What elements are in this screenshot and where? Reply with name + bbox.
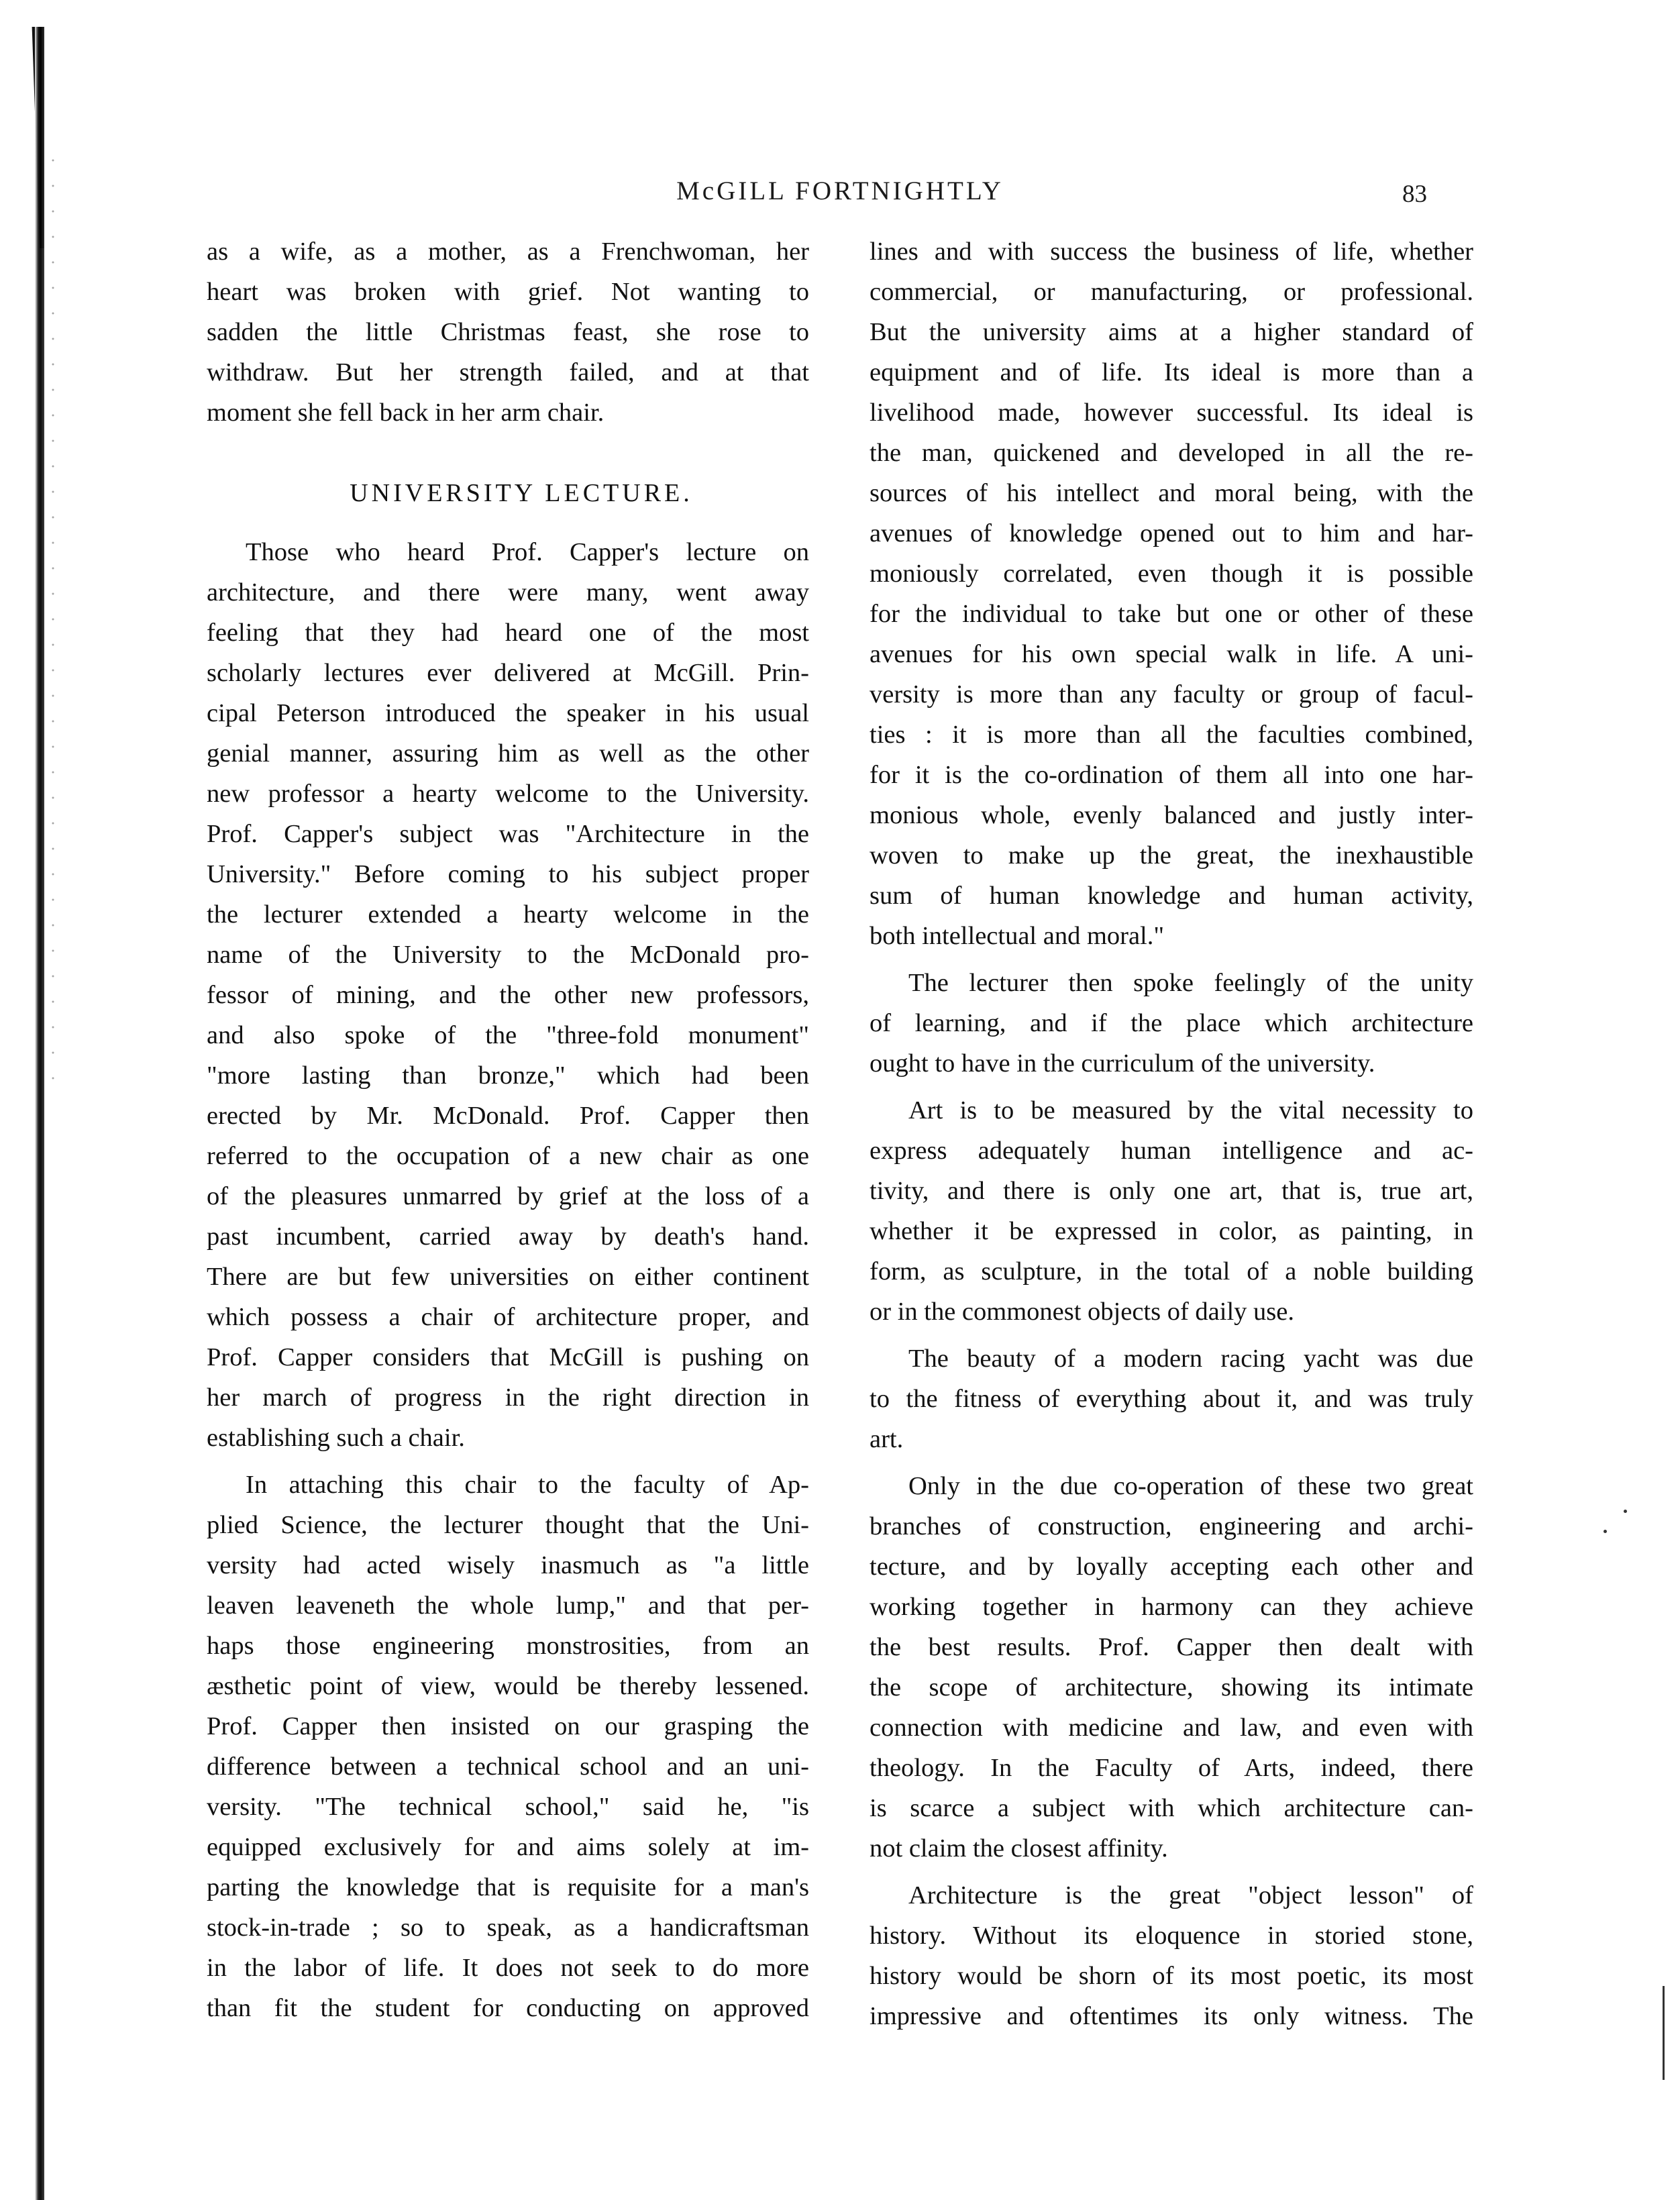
text-line: of the pleasures unmarred by grief at the loss of a (207, 1182, 809, 1210)
text-line: Prof. Capper then insisted on our grasping the (207, 1712, 809, 1740)
text-line: than fit the student for conducting on approved (207, 1994, 809, 2022)
text-line: express adequately human intelligence and ac- (870, 1137, 1473, 1165)
text-line: ought to have in the curriculum of the university. (870, 1049, 1375, 1078)
text-line: connection with medicine and law, and even with (870, 1714, 1473, 1742)
text-line: not claim the closest affinity. (870, 1834, 1168, 1863)
text-line: past incumbent, carried away by death's hand. (207, 1222, 809, 1251)
text-line: tecture, and by loyally accepting each other and (870, 1553, 1473, 1581)
text-line: versity. "The technical school," said he, "is (207, 1793, 809, 1821)
paragraph-1 (207, 532, 809, 1458)
text-line: livelihood made, however successful. Its ideal is (870, 399, 1473, 427)
text-line: Prof. Capper considers that McGill is pushing on (207, 1343, 809, 1371)
paragraph-2 (207, 1465, 809, 2028)
left-column (207, 231, 809, 2028)
text-line: history would be shorn of its most poetic, its most (870, 1962, 1473, 1990)
text-line: haps those engineering monstrosities, from an (207, 1632, 809, 1660)
text-line: referred to the occupation of a new chair as one (207, 1142, 809, 1170)
paragraph-unity (870, 963, 1473, 1084)
text-line: lines and with success the business of life, whether (870, 238, 1473, 266)
scan-dot (1604, 1530, 1607, 1533)
text-line: feeling that they had heard one of the most (207, 619, 809, 647)
text-line: woven to make up the great, the inexhaustible (870, 841, 1473, 870)
text-line: Only in the due co-operation of these two great (908, 1472, 1473, 1500)
text-line: avenues for his own special walk in life. A uni- (870, 640, 1473, 668)
paragraph-yacht (870, 1339, 1473, 1459)
text-line: æsthetic point of view, would be thereby lessened. (207, 1672, 809, 1700)
text-line: equipment and of life. Its ideal is more than a (870, 358, 1473, 386)
text-line: scholarly lectures ever delivered at McGill. Prin- (207, 659, 809, 687)
text-line: difference between a technical school and an uni- (207, 1752, 809, 1781)
text-line: new professor a hearty welcome to the University. (207, 780, 809, 808)
text-line: moment she fell back in her arm chair. (207, 399, 605, 427)
text-line: parting the knowledge that is requisite for a man's (207, 1873, 809, 1901)
text-line: "more lasting than bronze," which had been (207, 1061, 809, 1090)
text-line: plied Science, the lecturer thought that the Uni- (207, 1511, 809, 1539)
text-line: avenues of knowledge opened out to him and har- (870, 519, 1473, 547)
text-line: history. Without its eloquence in storied stone, (870, 1922, 1473, 1950)
text-line: her march of progress in the right direction in (207, 1383, 809, 1412)
section-heading: UNIVERSITY LECTURE. (350, 479, 693, 507)
text-line: heart was broken with grief. Not wanting to (207, 278, 809, 306)
text-line: is scarce a subject with which architecture can- (870, 1794, 1473, 1822)
text-line: Prof. Capper's subject was "Architecture in the (207, 820, 809, 848)
text-line: moniously correlated, even though it is possible (870, 560, 1473, 588)
text-line: in the labor of life. It does not seek to do more (207, 1954, 809, 1982)
text-line: working together in harmony can they achieve (870, 1593, 1473, 1621)
paragraph-co-operation (870, 1466, 1473, 1869)
text-line: the lecturer extended a hearty welcome in the (207, 900, 809, 929)
paragraph-continued (870, 231, 1473, 956)
text-line: of learning, and if the place which architecture (870, 1009, 1473, 1037)
text-line: But the university aims at a higher standard of (870, 318, 1473, 346)
text-line: The lecturer then spoke feelingly of the unity (908, 969, 1473, 997)
text-line: impressive and oftentimes its only witness. The (870, 2002, 1473, 2030)
paragraph-object-lesson (870, 1875, 1473, 2036)
paragraph-art (870, 1090, 1473, 1332)
text-line: to the fitness of everything about it, and was truly (870, 1385, 1473, 1413)
right-column (870, 231, 1473, 2036)
text-line: for it is the co-ordination of them all into one har- (870, 761, 1473, 789)
text-line: The beauty of a modern racing yacht was due (908, 1345, 1473, 1373)
text-line: stock-in-trade ; so to speak, as a handicraftsman (207, 1914, 809, 1942)
text-line: sum of human knowledge and human activity, (870, 882, 1473, 910)
text-line: which possess a chair of architecture proper, and (207, 1303, 809, 1331)
text-line: theology. In the Faculty of Arts, indeed, there (870, 1754, 1473, 1782)
text-line: Art is to be measured by the vital necessity to (908, 1096, 1473, 1124)
text-line: sadden the little Christmas feast, she rose to (207, 318, 809, 346)
scan-speckles (50, 148, 56, 1087)
text-line: branches of construction, engineering and archi- (870, 1512, 1473, 1540)
text-line: name of the University to the McDonald pro- (207, 941, 809, 969)
text-line: the best results. Prof. Capper then dealt with (870, 1633, 1473, 1661)
text-line: tivity, and there is only one art, that is, true art, (870, 1177, 1473, 1205)
text-line: erected by Mr. McDonald. Prof. Capper then (207, 1102, 809, 1130)
text-line: genial manner, assuring him as well as the other (207, 739, 809, 768)
text-line: art. (870, 1425, 904, 1453)
text-line: withdraw. But her strength failed, and at that (207, 358, 809, 386)
text-line: fessor of mining, and the other new professors, (207, 981, 809, 1009)
text-line: There are but few universities on either continent (207, 1263, 809, 1291)
text-line: monious whole, evenly balanced and justly inter- (870, 801, 1473, 829)
text-line: the man, quickened and developed in all the re- (870, 439, 1473, 467)
text-line: Architecture is the great "object lesson" of (908, 1881, 1473, 1909)
text-line: versity is more than any faculty or group of facul- (870, 680, 1473, 709)
page-number: 83 (1402, 180, 1427, 208)
text-line: form, as sculpture, in the total of a noble building (870, 1257, 1473, 1286)
text-line: Those who heard Prof. Capper's lecture on (246, 538, 809, 566)
text-line: or in the commonest objects of daily use. (870, 1298, 1294, 1326)
text-line: cipal Peterson introduced the speaker in his usual (207, 699, 809, 727)
text-line: establishing such a chair. (207, 1424, 465, 1452)
text-line: as a wife, as a mother, as a Frenchwoman, her (207, 238, 809, 266)
text-line: for the individual to take but one or other of these (870, 600, 1473, 628)
text-line: architecture, and there were many, went away (207, 578, 809, 607)
binding-shadow (35, 27, 44, 2200)
text-line: both intellectual and moral." (870, 922, 1165, 950)
paragraph-intro (207, 231, 809, 433)
text-line: and also spoke of the "three-fold monument" (207, 1021, 809, 1049)
text-line: whether it be expressed in color, as painting, in (870, 1217, 1473, 1245)
text-line: versity had acted wisely inasmuch as "a little (207, 1551, 809, 1579)
text-line: ties : it is more than all the faculties combined, (870, 721, 1473, 749)
scan-dot (1624, 1510, 1627, 1513)
text-line: sources of his intellect and moral being, with the (870, 479, 1473, 507)
text-line: In attaching this chair to the faculty of Ap- (246, 1471, 809, 1499)
text-line: commercial, or manufacturing, or professional. (870, 278, 1473, 306)
text-line: equipped exclusively for and aims solely at im- (207, 1833, 809, 1861)
text-line: University." Before coming to his subject proper (207, 860, 809, 888)
text-line: the scope of architecture, showing its intimate (870, 1673, 1473, 1701)
text-line: leaven leaveneth the whole lump," and that per- (207, 1591, 809, 1620)
scan-edge-mark (1663, 1986, 1665, 2080)
running-header: McGILL FORTNIGHTLY (676, 176, 1004, 205)
